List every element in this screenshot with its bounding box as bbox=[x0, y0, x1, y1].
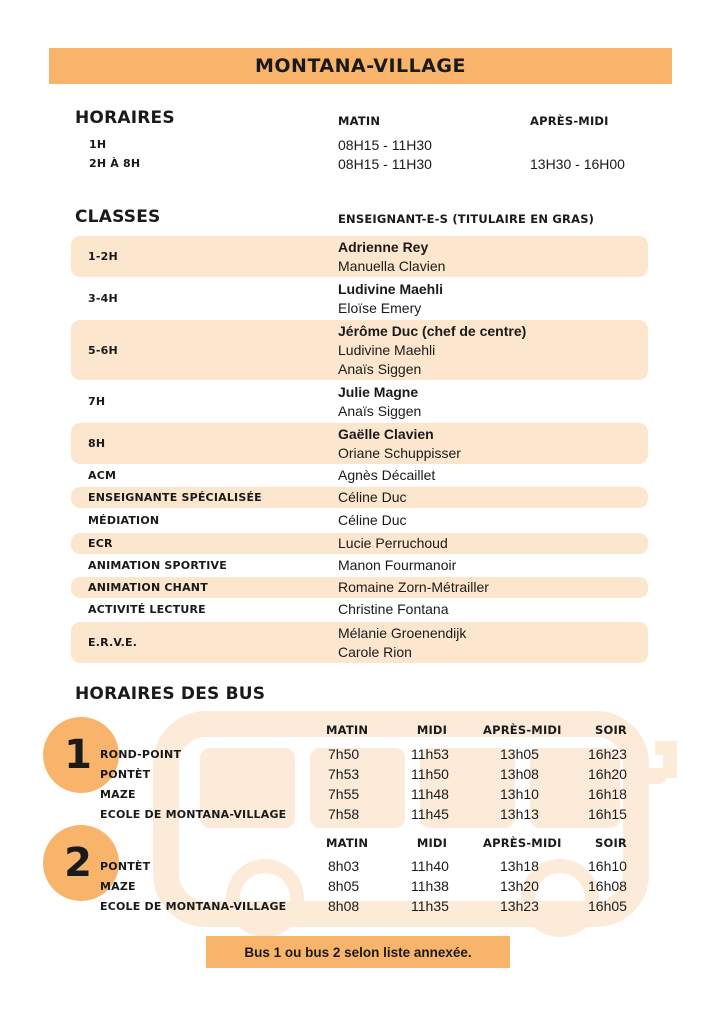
teacher-name: Anaïs Siggen bbox=[338, 360, 422, 377]
class-row bbox=[71, 622, 648, 663]
schedule-row-morning: 08H15 - 11H30 bbox=[338, 156, 432, 172]
class-row bbox=[71, 510, 648, 531]
bus-time: 11h45 bbox=[411, 806, 449, 822]
title-banner bbox=[49, 48, 672, 84]
class-row bbox=[71, 487, 648, 508]
teacher-list bbox=[338, 600, 449, 619]
bus-time: 11h40 bbox=[411, 858, 449, 874]
bus-time: 16h18 bbox=[588, 786, 627, 802]
teacher-name-lead: Gaëlle Clavien bbox=[338, 425, 434, 442]
bus-time: 13h10 bbox=[500, 786, 539, 802]
teacher-name: Céline Duc bbox=[338, 489, 407, 505]
bus-time: 11h50 bbox=[411, 766, 449, 782]
bus-stop-name: PONTÈT bbox=[100, 768, 151, 781]
class-label: ACTIVITÉ LECTURE bbox=[88, 603, 206, 616]
teacher-list bbox=[338, 578, 489, 597]
class-row bbox=[71, 423, 648, 464]
bus-stop-name: ECOLE DE MONTANA-VILLAGE bbox=[100, 900, 287, 913]
bus-heading: HORAIRES DES BUS bbox=[75, 684, 266, 704]
bus-time: 8h05 bbox=[328, 878, 360, 894]
bus-time: 13h08 bbox=[500, 766, 539, 782]
teacher-list bbox=[338, 280, 443, 318]
teacher-list bbox=[338, 466, 435, 485]
bus-time: 16h08 bbox=[588, 878, 627, 894]
bus-col-afternoon: APRÈS-MIDI bbox=[483, 836, 562, 850]
bus-col-morning: MATIN bbox=[326, 836, 369, 850]
class-row bbox=[71, 533, 648, 554]
bus-time: 13h05 bbox=[500, 746, 539, 762]
teacher-name: Agnès Décaillet bbox=[338, 467, 436, 483]
schedule-row-afternoon: 13H30 - 16H00 bbox=[530, 156, 625, 172]
bus-time: 13h23 bbox=[500, 898, 539, 914]
bus-col-afternoon: APRÈS-MIDI bbox=[483, 723, 562, 737]
bus-col-morning: MATIN bbox=[326, 723, 369, 737]
teacher-name: Romaine Zorn-Métrailler bbox=[338, 579, 489, 595]
class-label: E.R.V.E. bbox=[88, 636, 138, 649]
bus-time: 11h53 bbox=[411, 746, 449, 762]
teacher-list bbox=[338, 322, 526, 379]
teacher-name: Céline Duc bbox=[338, 512, 407, 528]
bus-time: 13h18 bbox=[500, 858, 539, 874]
teacher-name: Manuella Clavien bbox=[338, 257, 446, 274]
bus-time: 16h15 bbox=[588, 806, 627, 822]
teacher-name: Eloïse Emery bbox=[338, 299, 422, 316]
class-row bbox=[71, 236, 648, 277]
class-label: 8H bbox=[88, 437, 106, 450]
teacher-name: Christine Fontana bbox=[338, 601, 449, 617]
teacher-name-lead: Julie Magne bbox=[338, 383, 419, 400]
teacher-list bbox=[338, 624, 466, 662]
page-title: MONTANA-VILLAGE bbox=[254, 55, 467, 77]
teacher-name: Anaïs Siggen bbox=[338, 402, 422, 419]
class-label: ACM bbox=[88, 469, 117, 482]
class-label: MÉDIATION bbox=[88, 514, 160, 527]
bus-time: 16h05 bbox=[588, 898, 627, 914]
teacher-name: Ludivine Maehli bbox=[338, 341, 436, 358]
class-row bbox=[71, 577, 648, 598]
teacher-name-lead: Adrienne Rey bbox=[338, 238, 429, 255]
schedule-col-morning: MATIN bbox=[338, 114, 381, 128]
bus-time: 13h20 bbox=[500, 878, 539, 894]
bus-time: 16h23 bbox=[588, 746, 627, 762]
teacher-list bbox=[338, 425, 461, 463]
bus-time: 16h10 bbox=[588, 858, 627, 874]
bus-time: 11h48 bbox=[411, 786, 449, 802]
bus-stop-name: MAZE bbox=[100, 788, 136, 801]
bus-time: 11h38 bbox=[411, 878, 449, 894]
bus-time: 7h53 bbox=[328, 766, 360, 782]
teacher-list bbox=[338, 511, 406, 530]
schedule-row-label: 2H À 8H bbox=[89, 157, 141, 170]
class-label: 5-6H bbox=[88, 343, 118, 357]
class-row bbox=[71, 381, 648, 422]
bus-line-number: 2 bbox=[64, 840, 92, 886]
bus-time: 11h35 bbox=[411, 898, 449, 914]
class-row bbox=[71, 320, 648, 380]
teacher-list bbox=[338, 534, 448, 553]
bus-stop-name: PONTÈT bbox=[100, 860, 151, 873]
schedule-row-morning: 08H15 - 11H30 bbox=[338, 137, 432, 153]
teacher-list bbox=[338, 488, 406, 507]
bus-time: 8h08 bbox=[328, 898, 360, 914]
bus-note: Bus 1 ou bus 2 selon liste annexée. bbox=[244, 944, 472, 960]
class-label: ANIMATION CHANT bbox=[88, 581, 208, 594]
bus-line-number: 1 bbox=[64, 732, 92, 778]
bus-col-evening: SOIR bbox=[595, 723, 627, 737]
bus-time: 7h55 bbox=[328, 786, 360, 802]
class-row bbox=[71, 278, 648, 319]
bus-stop-name: ECOLE DE MONTANA-VILLAGE bbox=[100, 808, 287, 821]
schedule-row-label: 1H bbox=[89, 138, 107, 151]
classes-heading: CLASSES bbox=[75, 207, 161, 227]
bus-note-banner bbox=[206, 936, 510, 968]
bus-col-noon: MIDI bbox=[416, 836, 448, 850]
bus-col-noon: MIDI bbox=[416, 723, 448, 737]
class-row bbox=[71, 465, 648, 486]
bus-stop-name: ROND-POINT bbox=[100, 748, 182, 761]
bus-time: 13h13 bbox=[500, 806, 539, 822]
bus-time: 7h58 bbox=[328, 806, 360, 822]
teacher-name: Mélanie Groenendijk bbox=[338, 624, 467, 641]
bus-time: 8h03 bbox=[328, 858, 360, 874]
class-label: 1-2H bbox=[88, 250, 118, 263]
teacher-list bbox=[338, 383, 421, 421]
bus-time: 16h20 bbox=[588, 766, 627, 782]
teacher-name-lead: Jérôme Duc (chef de centre) bbox=[338, 322, 527, 339]
schedule-col-afternoon: APRÈS-MIDI bbox=[530, 114, 609, 128]
schedule-heading: HORAIRES bbox=[75, 108, 175, 128]
teacher-list bbox=[338, 238, 445, 276]
teacher-name: Carole Rion bbox=[338, 643, 412, 660]
class-label: ANIMATION SPORTIVE bbox=[88, 559, 227, 572]
bus-stop-name: MAZE bbox=[100, 880, 136, 893]
teacher-name-lead: Ludivine Maehli bbox=[338, 280, 444, 297]
teacher-name: Manon Fourmanoir bbox=[338, 557, 457, 573]
class-row bbox=[71, 555, 648, 576]
teacher-name: Oriane Schuppisser bbox=[338, 444, 461, 461]
class-row bbox=[71, 599, 648, 620]
teacher-name: Lucie Perruchoud bbox=[338, 535, 448, 551]
bus-col-evening: SOIR bbox=[595, 836, 627, 850]
class-label: ECR bbox=[88, 537, 113, 550]
teacher-list bbox=[338, 556, 456, 575]
class-label: ENSEIGNANTE SPÉCIALISÉE bbox=[88, 491, 262, 504]
bus-time: 7h50 bbox=[328, 746, 360, 762]
class-label: 3-4H bbox=[88, 292, 118, 305]
teachers-heading: ENSEIGNANT-E-S (TITULAIRE EN GRAS) bbox=[338, 212, 595, 226]
class-label: 7H bbox=[88, 395, 106, 408]
